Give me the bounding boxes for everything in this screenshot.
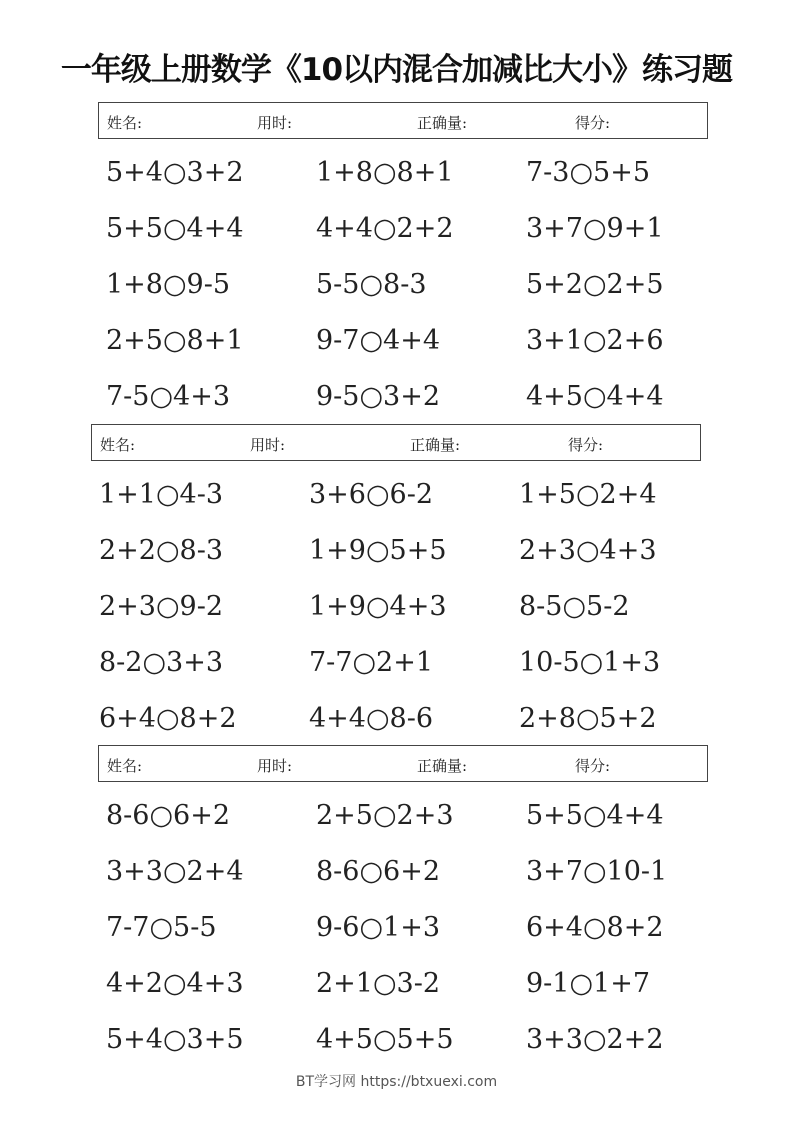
problem-row bbox=[91, 647, 701, 703]
problem: 2+3○4+3 bbox=[519, 535, 657, 566]
score-label: 得分: bbox=[575, 114, 611, 132]
problem: 3+7○9+1 bbox=[526, 213, 664, 244]
problem: 2+3○9-2 bbox=[99, 591, 224, 622]
problem-row bbox=[98, 269, 708, 325]
accuracy-label: 正确量: bbox=[417, 114, 468, 132]
time-label: 用时: bbox=[257, 114, 293, 132]
exercise-section-3 bbox=[98, 745, 708, 1080]
problem: 8-5○5-2 bbox=[519, 591, 630, 622]
problem: 3+3○2+2 bbox=[526, 1024, 664, 1055]
problem: 1+9○5+5 bbox=[309, 535, 447, 566]
problem: 5+5○4+4 bbox=[106, 213, 244, 244]
problem: 4+5○5+5 bbox=[316, 1024, 454, 1055]
problem: 7-3○5+5 bbox=[526, 157, 651, 188]
name-label: 姓名: bbox=[100, 436, 136, 454]
problem-row bbox=[98, 800, 708, 856]
problem: 5+4○3+5 bbox=[106, 1024, 244, 1055]
site-footer: BT学习网 https://btxuexi.com bbox=[295, 1074, 498, 1090]
exercise-section-2 bbox=[91, 424, 701, 759]
score-label: 得分: bbox=[575, 757, 611, 775]
problem-row bbox=[98, 157, 708, 213]
score-label: 得分: bbox=[568, 436, 604, 454]
exercise-section-1 bbox=[98, 102, 708, 437]
problem: 5-5○8-3 bbox=[316, 269, 427, 300]
problem-row bbox=[91, 591, 701, 647]
problem-row bbox=[91, 479, 701, 535]
problem: 4+2○4+3 bbox=[106, 968, 244, 999]
problem: 6+4○8+2 bbox=[526, 912, 664, 943]
page-title: 一年级上册数学《10以内混合加减比大小》练习题 bbox=[60, 52, 733, 88]
problem: 8-6○6+2 bbox=[316, 856, 441, 887]
name-label: 姓名: bbox=[107, 757, 143, 775]
time-label: 用时: bbox=[257, 757, 293, 775]
problem: 2+2○8-3 bbox=[99, 535, 224, 566]
accuracy-label: 正确量: bbox=[417, 757, 468, 775]
problem: 3+3○2+4 bbox=[106, 856, 244, 887]
problem: 1+1○4-3 bbox=[99, 479, 224, 510]
time-label: 用时: bbox=[250, 436, 286, 454]
problem: 7-5○4+3 bbox=[106, 381, 231, 412]
problem-row bbox=[91, 535, 701, 591]
problem: 4+4○2+2 bbox=[316, 213, 454, 244]
problem: 1+8○9-5 bbox=[106, 269, 231, 300]
name-label: 姓名: bbox=[107, 114, 143, 132]
problem: 2+5○2+3 bbox=[316, 800, 454, 831]
accuracy-label: 正确量: bbox=[410, 436, 461, 454]
problem-row bbox=[98, 856, 708, 912]
problem: 3+7○10-1 bbox=[526, 856, 668, 887]
student-info-box bbox=[91, 424, 701, 461]
problem: 9-5○3+2 bbox=[316, 381, 441, 412]
problem: 4+4○8-6 bbox=[309, 703, 434, 734]
problem-row bbox=[98, 968, 708, 1024]
problem: 1+8○8+1 bbox=[316, 157, 454, 188]
problem: 3+6○6-2 bbox=[309, 479, 434, 510]
problem: 5+5○4+4 bbox=[526, 800, 664, 831]
student-info-box bbox=[98, 745, 708, 782]
problem: 6+4○8+2 bbox=[99, 703, 237, 734]
problem: 2+8○5+2 bbox=[519, 703, 657, 734]
problem: 2+5○8+1 bbox=[106, 325, 244, 356]
problem-row bbox=[98, 213, 708, 269]
problem: 7-7○5-5 bbox=[106, 912, 217, 943]
problem: 9-7○4+4 bbox=[316, 325, 441, 356]
problem: 3+1○2+6 bbox=[526, 325, 664, 356]
problem: 2+1○3-2 bbox=[316, 968, 441, 999]
problem: 1+9○4+3 bbox=[309, 591, 447, 622]
problem: 4+5○4+4 bbox=[526, 381, 664, 412]
problem: 7-7○2+1 bbox=[309, 647, 434, 678]
problem-row bbox=[98, 325, 708, 381]
problem: 9-1○1+7 bbox=[526, 968, 651, 999]
problem-row bbox=[98, 912, 708, 968]
problem: 5+2○2+5 bbox=[526, 269, 664, 300]
student-info-box bbox=[98, 102, 708, 139]
problem: 5+4○3+2 bbox=[106, 157, 244, 188]
problem: 1+5○2+4 bbox=[519, 479, 657, 510]
problem: 10-5○1+3 bbox=[519, 647, 661, 678]
problem: 8-2○3+3 bbox=[99, 647, 224, 678]
problem: 8-6○6+2 bbox=[106, 800, 231, 831]
problem: 9-6○1+3 bbox=[316, 912, 441, 943]
